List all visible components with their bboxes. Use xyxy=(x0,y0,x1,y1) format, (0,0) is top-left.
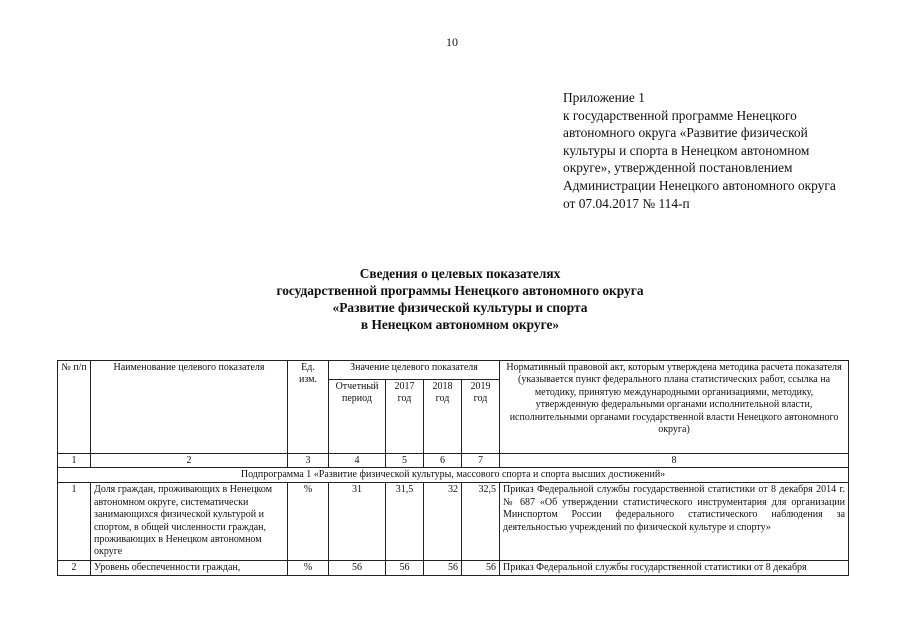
row-2019: 32,5 xyxy=(462,483,500,560)
column-number: 6 xyxy=(424,454,462,468)
title-line: Сведения о целевых показателях xyxy=(359,266,561,281)
subprogram-row xyxy=(58,468,849,483)
header-row xyxy=(58,361,849,380)
row-2019: 56 xyxy=(462,560,500,575)
title-line: государственной программы Ненецкого автономного округа xyxy=(276,283,644,298)
column-number: 5 xyxy=(386,454,424,468)
row-2018: 32 xyxy=(424,483,462,560)
header-reporting: Отчетный период xyxy=(329,380,386,454)
header-value-group: Значение целевого показателя xyxy=(329,361,500,380)
document-title xyxy=(180,265,740,333)
appendix-line: культуры и спорта в Ненецком автономном xyxy=(563,142,810,158)
row-2017: 31,5 xyxy=(386,483,424,560)
row-num: 1 xyxy=(58,483,91,560)
appendix-line: Приложение 1 xyxy=(563,90,645,105)
row-reporting: 31 xyxy=(329,483,386,560)
header-normative: Нормативный правовой акт, которым утверждена методика расчета показателя (указывается пункт федерального плана статистических работ, ссылка на методику, принятую международными организациями, методику, утвержденную федеральными органами исполнительной власти, исполнительными органами государственной власти Ненецкого автономного округа) xyxy=(500,361,849,454)
row-normative: Приказ Федеральной службы государственной статистики от 8 декабря xyxy=(500,560,849,575)
row-2017: 56 xyxy=(386,560,424,575)
row-unit: % xyxy=(288,483,329,560)
header-2018: 2018 год xyxy=(424,380,462,454)
header-unit: Ед. изм. xyxy=(288,361,329,454)
row-normative: Приказ Федеральной службы государственной статистики от 8 декабря 2014 г. № 687 «Об утверждении статистического инструментария для организации Минспортом России федерального статистического наблюдения за деятельностью учреждений по физической культуре и спорту» xyxy=(500,483,849,560)
appendix-line: автономного округа «Развитие физической xyxy=(563,125,808,141)
appendix-line: округе», утвержденной постановлением xyxy=(563,160,793,176)
column-number: 7 xyxy=(462,454,500,468)
title-line: «Развитие физической культуры и спорта xyxy=(332,300,588,315)
column-number: 2 xyxy=(91,454,288,468)
appendix-line: от 07.04.2017 № 114-п xyxy=(563,195,690,211)
row-unit: % xyxy=(288,560,329,575)
title-line: в Ненецком автономном округе» xyxy=(360,317,560,332)
column-number: 4 xyxy=(329,454,386,468)
indicators-table xyxy=(57,360,849,576)
row-num: 2 xyxy=(58,560,91,575)
header-name: Наименование целевого показателя xyxy=(91,361,288,454)
column-number: 1 xyxy=(58,454,91,468)
header-2017: 2017 год xyxy=(386,380,424,454)
appendix-note xyxy=(563,89,863,212)
header-num: № п/п xyxy=(58,361,91,454)
row-2018: 56 xyxy=(424,560,462,575)
table-row xyxy=(58,483,849,560)
column-number-row xyxy=(58,454,849,468)
row-reporting: 56 xyxy=(329,560,386,575)
row-name: Уровень обеспеченности граждан, xyxy=(91,560,288,575)
subprogram-title: Подпрограмма 1 «Развитие физической культуры, массового спорта и спорта высших достижений» xyxy=(58,468,849,483)
header-2019: 2019 год xyxy=(462,380,500,454)
table-row xyxy=(58,560,849,575)
appendix-line: Администрации Ненецкого автономного округа xyxy=(563,177,836,193)
row-name: Доля граждан, проживающих в Ненецком автономном округе, систематически занимающихся физической культурой и спортом, в общей численности граждан, проживающих в Ненецком автономном округе xyxy=(91,483,288,560)
appendix-line: к государственной программе Ненецкого xyxy=(563,107,797,123)
page-number: 10 xyxy=(446,35,458,49)
column-number: 8 xyxy=(500,454,849,468)
column-number: 3 xyxy=(288,454,329,468)
